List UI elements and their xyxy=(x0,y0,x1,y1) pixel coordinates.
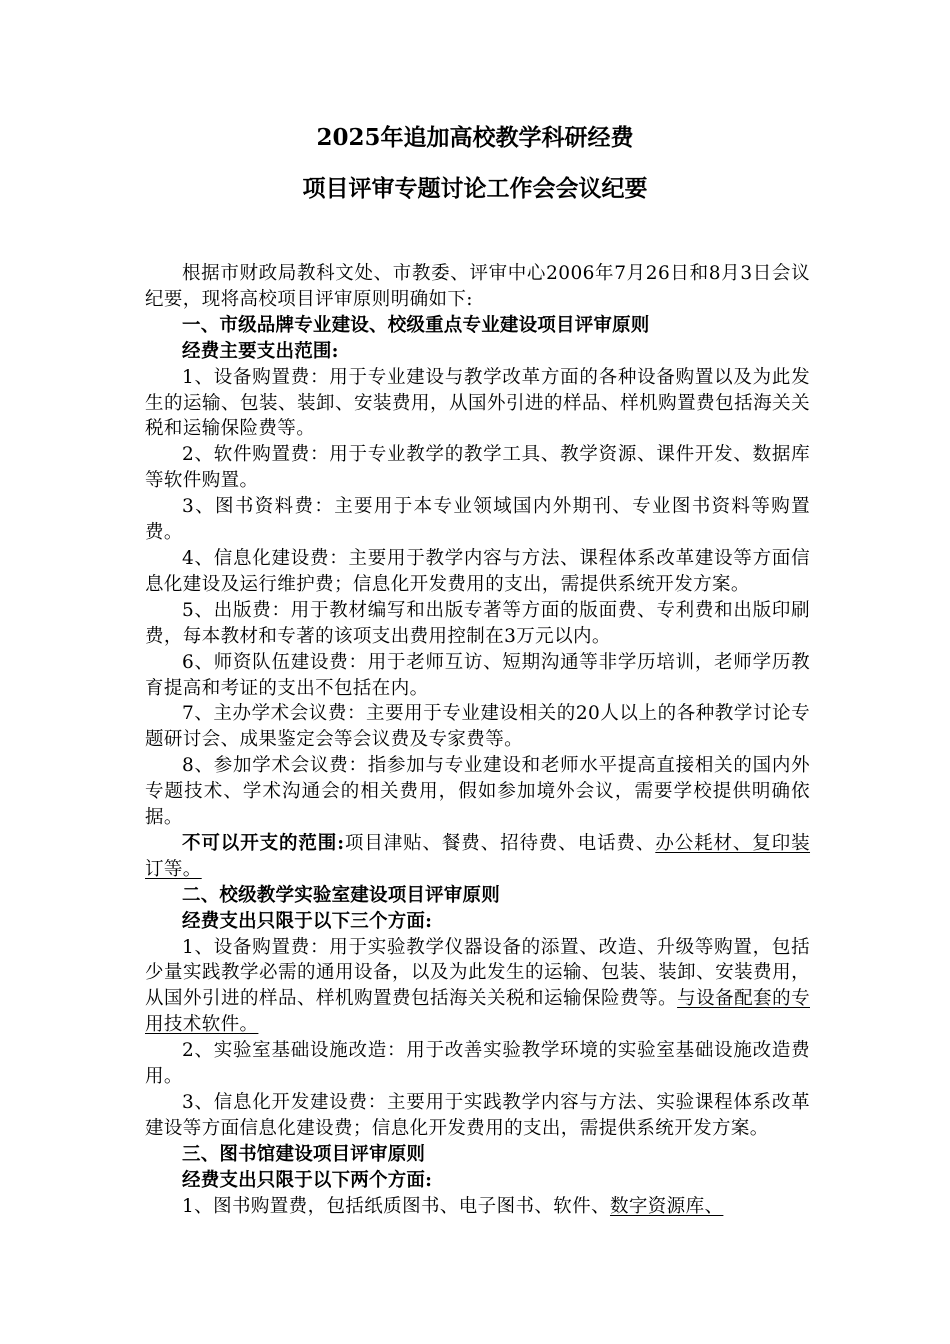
section-3-heading: 三、图书馆建设项目评审原则 xyxy=(182,1143,426,1165)
section-2-item-2: 2、实验室基础设施改造：用于改善实验教学环境的实验室基础设施改造费用。 xyxy=(145,1040,810,1088)
section-1-item-3: 3、图书资料费：主要用于本专业领域国内外期刊、专业图书资料等购置费。 xyxy=(145,496,810,544)
document-title-line-1: 2025年追加高校教学科研经费 xyxy=(316,124,634,151)
section-2-heading: 二、校级教学实验室建设项目评审原则 xyxy=(182,884,500,906)
section-3-item-1 xyxy=(145,1194,810,1220)
section-1-item-5: 5、出版费：用于教材编写和出版专著等方面的版面费、专利费和出版印刷费，每本教材和专著的该项支出费用控制在3万元以内。 xyxy=(145,599,810,647)
section-1-item-7: 7、主办学术会议费：主要用于专业建设相关的20人以上的各种教学讨论专题研讨会、成果鉴定会等会议费及专家费等。 xyxy=(145,703,810,751)
section-1-item-6: 6、师资队伍建设费：用于老师互访、短期沟通等非学历培训，老师学历教育提高和考证的支出不包括在内。 xyxy=(145,651,810,699)
excluded-label: 不可以开支的范围: xyxy=(182,832,345,854)
excluded-text: 项目津贴、餐费、招待费、电话费、 xyxy=(344,832,656,854)
section-2-item-1-text: 1、设备购置费：用于实验教学仪器设备的添置、改造、升级等购置，包括少量实践教学必需的通用设备，以及为此发生的运输、包装、装卸、安装费用，从国外引进的样品、样机购置费包括海关关税和运输保险费等。 xyxy=(145,936,810,1010)
section-1-item-2: 2、软件购置费：用于专业教学的教学工具、教学资源、课件开发、数据库等软件购置。 xyxy=(145,444,810,492)
section-1-subheading: 经费主要支出范围: xyxy=(182,340,339,362)
section-1-item-1: 1、设备购置费：用于专业建设与教学改革方面的各种设备购置以及为此发生的运输、包装、装卸、安装费用，从国外引进的样品、样机购置费包括海关关税和运输保险费等。 xyxy=(145,366,810,440)
excluded-underlined-text: 办公耗材、复印装订等。 xyxy=(145,832,811,880)
section-2-item-1 xyxy=(145,935,810,1039)
intro-paragraph: 根据市财政局教科文处、市教委、评审中心2006年7月26日和8月3日会议纪要，现将高校项目评审原则明确如下: xyxy=(145,263,810,310)
section-2-subheading: 经费支出只限于以下三个方面: xyxy=(182,910,433,932)
document-title-line-2: 项目评审专题讨论工作会会议纪要 xyxy=(302,175,648,202)
section-1-heading: 一、市级品牌专业建设、校级重点专业建设项目评审原则 xyxy=(182,314,650,336)
section-3-item-1-underlined: 数字资源库、 xyxy=(609,1195,724,1217)
section-1-item-4: 4、信息化建设费：主要用于教学内容与方法、课程体系改革建设等方面信息化建设及运行维护费；信息化开发费用的支出，需提供系统开发方案。 xyxy=(145,547,810,595)
section-1-item-8: 8、参加学术会议费：指参加与专业建设和老师水平提高直接相关的国内外专题技术、学术沟通会的相关费用，假如参加境外会议，需要学校提供明确依据。 xyxy=(145,755,810,829)
section-2-item-1-underlined: 与设备配套的专用技术软件。 xyxy=(145,988,810,1036)
document-body xyxy=(145,261,810,1220)
section-3-subheading: 经费支出只限于以下两个方面: xyxy=(182,1169,433,1191)
section-2-item-3: 3、信息化开发建设费：主要用于实践教学内容与方法、实验课程体系改革建设等方面信息化建设费；信息化开发费用的支出，需提供系统开发方案。 xyxy=(145,1092,810,1139)
section-1-excluded xyxy=(145,831,810,883)
section-3-item-1-text: 1、图书购置费，包括纸质图书、电子图书、软件、 xyxy=(182,1195,610,1217)
